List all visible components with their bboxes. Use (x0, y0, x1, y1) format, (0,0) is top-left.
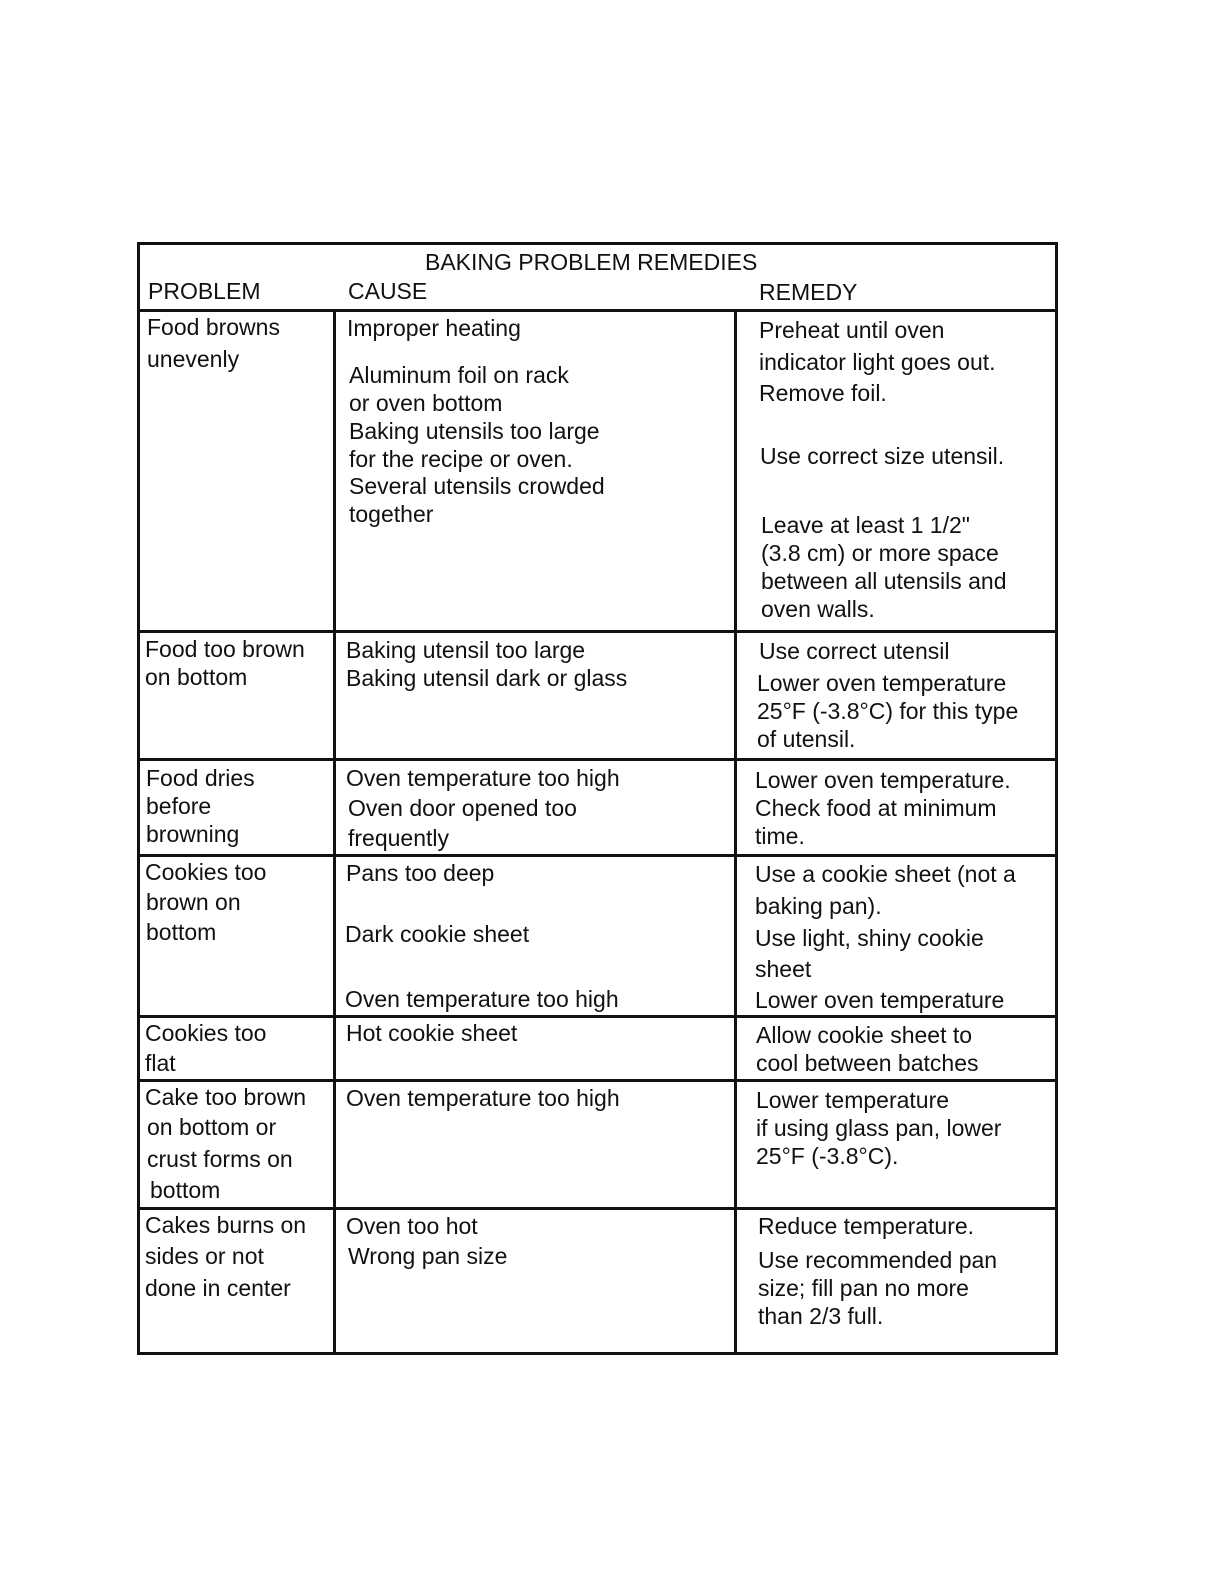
row-divider-5 (140, 1079, 1055, 1082)
remedy-line: Use correct size utensil. (760, 443, 1005, 469)
problem-line: brown on (146, 889, 241, 915)
problem-line: sides or not (145, 1243, 264, 1269)
remedy-line: baking pan). (755, 893, 882, 919)
cause-line: Hot cookie sheet (346, 1020, 518, 1046)
cause-line: Aluminum foil on rack (349, 362, 569, 388)
remedy-line: Lower oven temperature (757, 670, 1007, 696)
cause-line: Several utensils crowded (349, 473, 605, 499)
cause-line: frequently (348, 825, 450, 851)
row-divider-4 (140, 1015, 1055, 1018)
problem-line: crust forms on (147, 1146, 293, 1172)
cause-line: Oven too hot (346, 1213, 478, 1239)
problem-line: bottom (150, 1177, 221, 1203)
cause-line: Oven temperature too high (346, 765, 620, 791)
problem-line: done in center (145, 1275, 291, 1301)
remedy-line: if using glass pan, lower (756, 1115, 1002, 1141)
remedy-line: Use light, shiny cookie (755, 925, 984, 951)
cause-line: together (349, 501, 434, 527)
remedy-line: Use correct utensil (759, 638, 950, 664)
remedy-line: Lower oven temperature. (755, 767, 1011, 793)
problem-line: on bottom or (147, 1114, 277, 1140)
remedy-line: Remove foil. (759, 380, 887, 406)
problem-line: Cakes burns on (145, 1212, 307, 1238)
row-divider-6 (140, 1207, 1055, 1210)
cause-line: Baking utensils too large (349, 418, 600, 444)
column-divider-2 (734, 309, 737, 1355)
header-remedy: REMEDY (759, 279, 858, 305)
remedy-line: size; fill pan no more (758, 1275, 969, 1301)
problem-line: browning (146, 821, 240, 847)
cause-line: Improper heating (347, 315, 521, 341)
remedy-line: Allow cookie sheet to (756, 1022, 973, 1048)
problem-line: Food too brown (145, 636, 305, 662)
remedy-line: than 2/3 full. (758, 1303, 884, 1329)
problem-line: before (146, 793, 212, 819)
remedy-line: Preheat until oven (759, 317, 945, 343)
cause-line: or oven bottom (349, 390, 503, 416)
problem-line: Cake too brown (145, 1084, 307, 1110)
table-title: BAKING PROBLEM REMEDIES (425, 249, 758, 275)
cause-line: Baking utensil dark or glass (346, 665, 628, 691)
row-divider-1 (140, 630, 1055, 633)
remedy-line: 25°F (-3.8°C). (756, 1143, 899, 1169)
cause-line: Wrong pan size (348, 1243, 508, 1269)
remedy-line: indicator light goes out. (759, 349, 996, 375)
header-divider (140, 309, 1055, 312)
remedy-line: Use recommended pan (758, 1247, 998, 1273)
problem-line: flat (145, 1050, 176, 1076)
header-problem: PROBLEM (148, 278, 261, 304)
remedy-line: Reduce temperature. (758, 1213, 975, 1239)
header-cause: CAUSE (348, 278, 428, 304)
problem-line: Food browns (147, 314, 280, 340)
remedy-line: sheet (755, 956, 812, 982)
remedy-line: 25°F (-3.8°C) for this type (757, 698, 1019, 724)
row-divider-3 (140, 854, 1055, 857)
cause-line: Baking utensil too large (346, 637, 586, 663)
problem-line: unevenly (147, 346, 240, 372)
cause-line: Oven door opened too (348, 795, 577, 821)
remedy-line: Use a cookie sheet (not a (755, 861, 1016, 887)
problem-line: Food dries (146, 765, 255, 791)
cause-line: Oven temperature too high (345, 986, 619, 1012)
cause-line: Dark cookie sheet (345, 921, 530, 947)
row-divider-2 (140, 758, 1055, 761)
remedy-line: cool between batches (756, 1050, 979, 1076)
remedy-line: of utensil. (757, 726, 856, 752)
remedy-line: between all utensils and (761, 568, 1007, 594)
problem-line: Cookies too (145, 859, 267, 885)
problem-line: on bottom (145, 664, 248, 690)
baking-remedies-table (137, 242, 1058, 1355)
cause-line: for the recipe or oven. (349, 446, 573, 472)
remedy-line: time. (755, 823, 805, 849)
column-divider-1 (333, 309, 336, 1355)
cause-line: Pans too deep (346, 860, 495, 886)
remedy-line: Check food at minimum (755, 795, 997, 821)
remedy-line: Leave at least 1 1/2" (761, 512, 970, 538)
cause-line: Oven temperature too high (346, 1085, 620, 1111)
problem-line: Cookies too (145, 1020, 267, 1046)
remedy-line: (3.8 cm) or more space (761, 540, 999, 566)
remedy-line: oven walls. (761, 596, 875, 622)
remedy-line: Lower oven temperature (755, 987, 1005, 1013)
problem-line: bottom (146, 919, 217, 945)
remedy-line: Lower temperature (756, 1087, 950, 1113)
